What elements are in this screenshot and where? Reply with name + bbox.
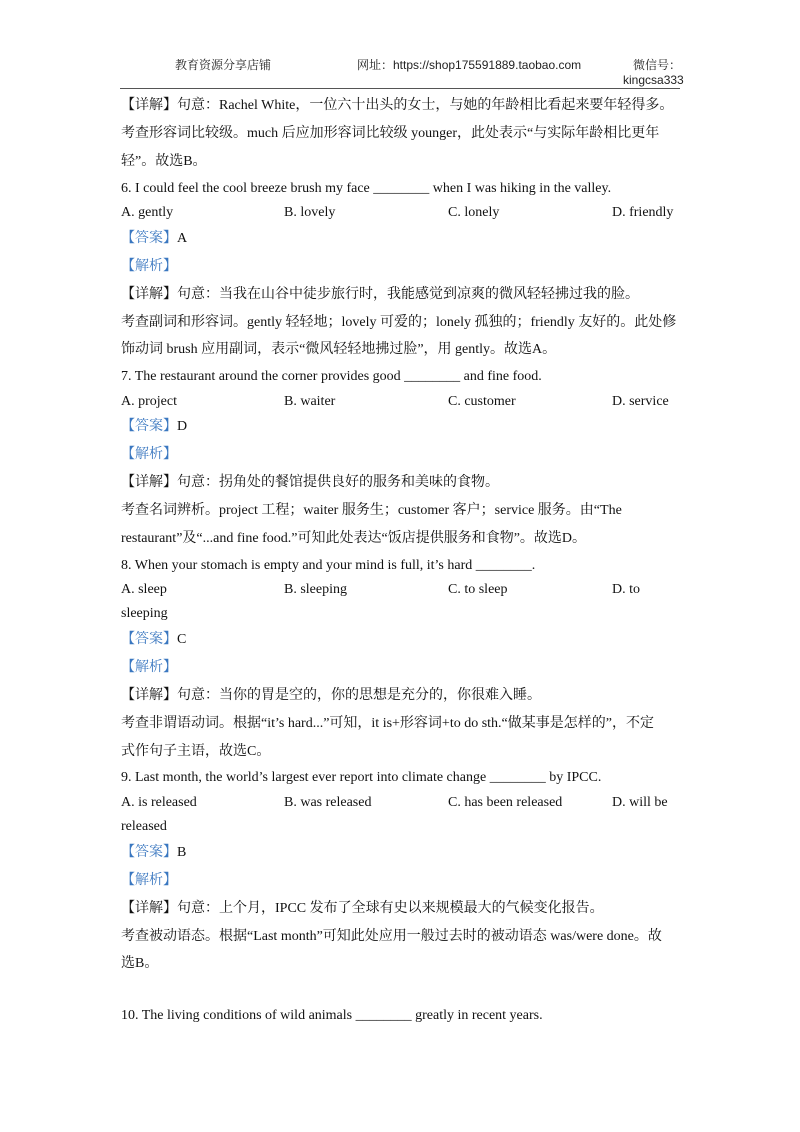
question-stem: 10. The living conditions of wild animals ________ greatly in recent years. (121, 1008, 543, 1023)
option-d: D. friendly (612, 205, 674, 220)
explanation-line: 【详解】句意：上个月，IPCC 发布了全球有史以来规模最大的气候变化报告。 (121, 901, 604, 916)
explanation-line: restaurant”及“...and fine food.”可知此处表达“饭店提供服务和食物”。故选D。 (121, 531, 587, 546)
option-a: A. project (121, 394, 177, 409)
answer-line (121, 417, 187, 437)
answer-line (121, 630, 186, 650)
option-c: C. customer (448, 394, 516, 409)
option-c: C. has been released (448, 795, 563, 810)
explanation-line: 选B。 (121, 956, 159, 971)
explanation-line: 考查名词辨析。project 工程；waiter 服务生；customer 客户；service 服务。由“The (121, 503, 622, 518)
option-d-wrap: sleeping (121, 606, 168, 621)
option-c: C. to sleep (448, 582, 508, 597)
answer-label: 【答案】 (121, 845, 177, 860)
option-b: B. lovely (284, 205, 336, 220)
explanation-line: 式作句子主语，故选C。 (121, 744, 271, 759)
answer-label: 【答案】 (121, 632, 177, 647)
answer-value: A (177, 231, 188, 246)
option-b: B. waiter (284, 394, 336, 409)
explanation-line: 轻”。故选B。 (121, 154, 207, 169)
answer-value: C (177, 632, 187, 647)
analysis-label: 【解析】 (121, 660, 177, 675)
shop-website: 网址：https://shop175591889.taobao.com (357, 58, 582, 72)
explanation-line: 【详解】句意：拐角处的餐馆提供良好的服务和美味的食物。 (121, 475, 499, 490)
question-stem: 8. When your stomach is empty and your mind is full, it’s hard ________. (121, 558, 536, 573)
question-stem: 9. Last month, the world’s largest ever report into climate change ________ by IPCC. (121, 770, 602, 785)
analysis-label: 【解析】 (121, 259, 177, 274)
wechat-label: 微信号： (633, 58, 682, 72)
option-d: D. will be (612, 795, 668, 810)
explanation-line: 考查副词和形容词。gently 轻轻地；lovely 可爱的；lonely 孤独的；friendly 友好的。此处修 (121, 315, 677, 330)
option-a: A. gently (121, 205, 174, 220)
answer-label: 【答案】 (121, 231, 177, 246)
question-stem: 7. The restaurant around the corner provides good ________ and fine food. (121, 369, 542, 384)
analysis-label: 【解析】 (121, 447, 177, 462)
option-d: D. service (612, 394, 669, 409)
explanation-line: 考查形容词比较级。much 后应加形容词比较级 younger，此处表示“与实际年龄相比更年 (121, 126, 660, 141)
analysis-label: 【解析】 (121, 873, 177, 888)
option-a: A. is released (121, 795, 197, 810)
option-d: D. to (612, 582, 640, 597)
answer-value: D (177, 419, 188, 434)
option-b: B. sleeping (284, 582, 347, 597)
answer-label: 【答案】 (121, 419, 177, 434)
header-divider (120, 88, 680, 89)
answer-line (121, 229, 187, 249)
wechat-id: kingcsa333 (623, 73, 684, 87)
explanation-line: 【详解】句意：当你的胃是空的，你的思想是充分的，你很难入睡。 (121, 688, 541, 703)
explanation-line: 饰动词 brush 应用副词，表示“微风轻轻地拂过脸”，用 gently。故选A。 (121, 342, 557, 357)
answer-line (121, 843, 186, 863)
option-c: C. lonely (448, 205, 500, 220)
answer-value: B (177, 845, 187, 860)
explanation-line: 考查被动语态。根据“Last month”可知此处应用一般过去时的被动语态 was/were done。故 (121, 929, 662, 944)
explanation-line: 考查非谓语动词。根据“it’s hard...”可知，it is+形容词+to do sth.“做某事是怎样的”，不定 (121, 716, 654, 731)
option-a: A. sleep (121, 582, 167, 597)
question-stem: 6. I could feel the cool breeze brush my face ________ when I was hiking in the valley. (121, 181, 612, 196)
option-b: B. was released (284, 795, 372, 810)
explanation-line: 【详解】句意：当我在山谷中徒步旅行时，我能感觉到凉爽的微风轻轻拂过我的脸。 (121, 287, 639, 302)
option-d-wrap: released (121, 819, 167, 834)
shop-name: 教育资源分享店铺 (175, 58, 272, 72)
explanation-line: 【详解】句意：Rachel White，一位六十出头的女士，与她的年龄相比看起来要年轻得多。 (121, 98, 674, 113)
